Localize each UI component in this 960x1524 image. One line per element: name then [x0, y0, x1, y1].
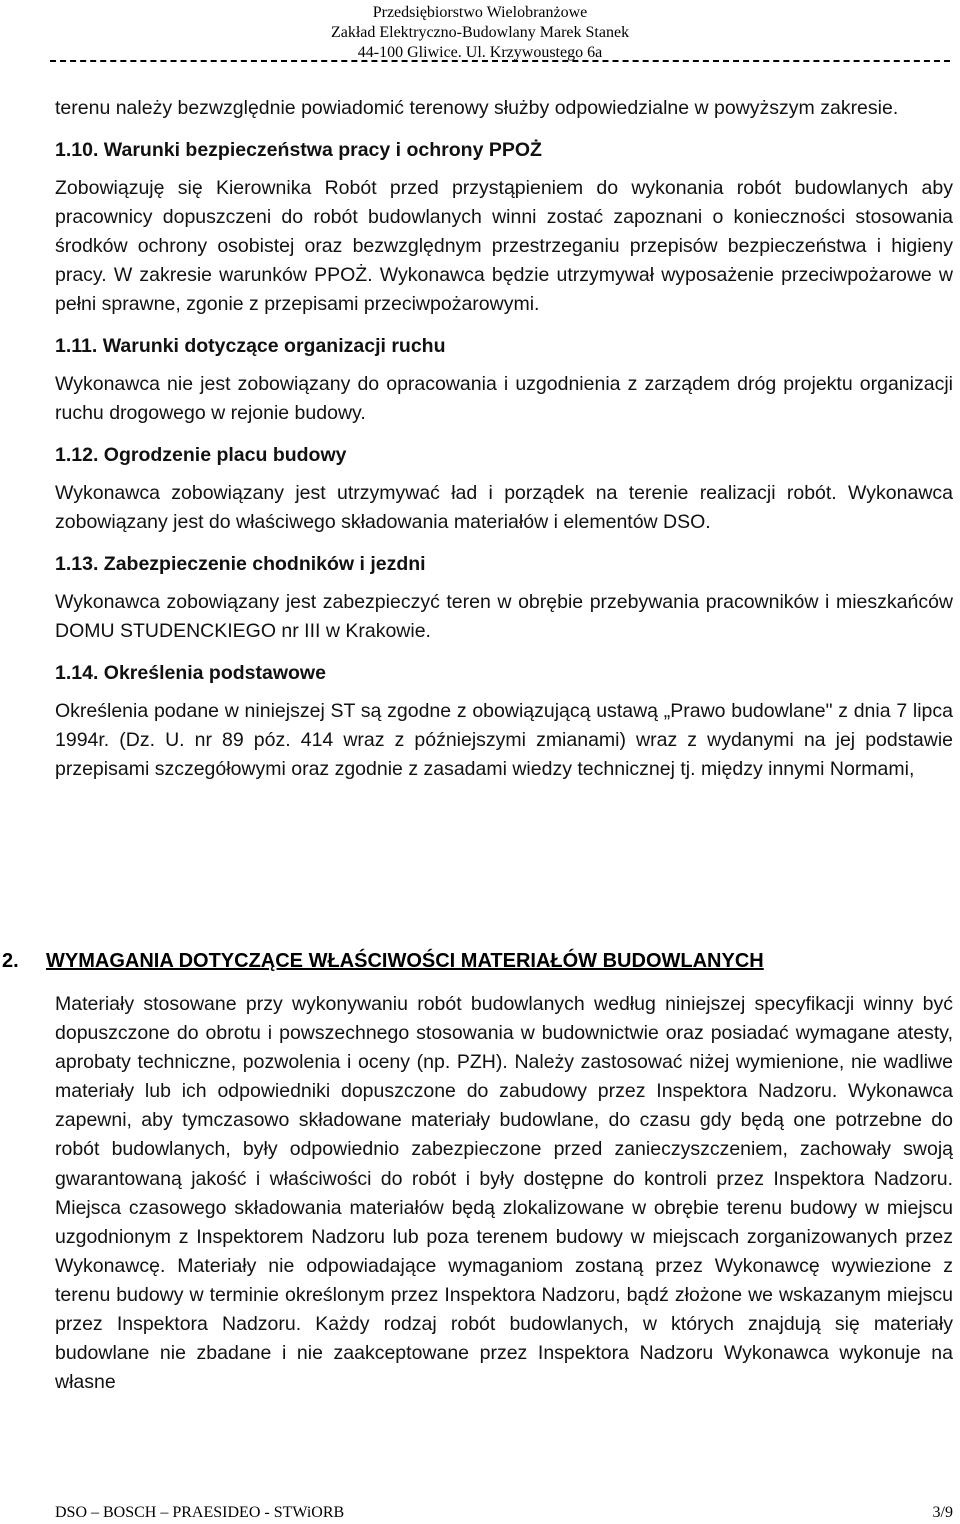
intro-paragraph: terenu należy bezwzględnie powiadomić terenowy służby odpowiedzialne w powyższym zakresie. [55, 97, 899, 119]
page-number: 3/9 [932, 1504, 953, 1521]
section-heading-1-13: 1.13. Zabezpieczenie chodników i jezdni [55, 553, 426, 575]
section-text-1-13: Wykonawca zobowiązany jest zabezpieczyć teren w obrębie przebywania pracowników i mieszkańców DOMU STUDENCKIEGO nr III w Krakowie. [55, 591, 953, 642]
chapter-body [55, 990, 953, 1397]
section-text-1-14: Określenia podane w niniejszej ST są zgodne z obowiązującą ustawą „Prawo budowlane" z dnia 7 lipca 1994r. (Dz. U. nr 89 póz. 414 wraz z późniejszymi zmianami) wraz z wydanymi na jej podstawie przepisami szczegółowymi oraz zgodnie z zasadami wiedzy technicznej tj. między innymi Normami, [55, 700, 953, 780]
section-text-1-11: Wykonawca nie jest zobowiązany do opracowania i uzgodnienia z zarządem dróg projektu organizacji ruchu drogowego w rejonie budowy. [55, 373, 953, 424]
company-name: Przedsiębiorstwo Wielobranżowe [372, 4, 588, 21]
chapter-text: Materiały stosowane przy wykonywaniu robót budowlanych według niniejszej specyfikacji winny być dopuszczone do obrotu i powszechnego stosowania w budownictwie oraz posiadać wymagane atesty, aprobaty techniczne, pozwolenia i oceny (np. PZH). Należy zastosować niżej wymienione, nie wadliwe materiały lub ich odpowiedniki dopuszczone do zabudowy przez Inspektora Nadzoru. Wykonawca zapewni, aby tymczasowo składowane materiały budowlane, do czasu gdy będą one potrzebne do robót budowlanych, były odpowiednio zabezpieczone przed zanieczyszczeniem, zachowały swoją gwarantowaną jakość i właściwości do robót i były dostępne do kontroli przez Inspektora Nadzoru. Miejsca czasowego składowania materiałów będą zlokalizowane w obrębie terenu budowy w miejscu uzgodnionym z Inspektorem Nadzoru lub poza terenem budowy w miejscach zorganizowanych przez Wykonawcę. Materiały nie odpowiadające wymaganiom zostaną przez Wykonawcę wywiezione z terenu budowy w terminie określonym przez Inspektora Nadzoru, bądź złożone we wskazanym miejscu przez Inspektora Nadzoru. Każdy rodzaj robót budowlanych, w których znajdują się materiały budowlane nie zbadane i nie zaakceptowane przez Inspektora Nadzoru Wykonawca wykonuje na własne [55, 993, 953, 1394]
company-address: 44-100 Gliwice. Ul. Krzywoustego 6a [357, 44, 603, 61]
chapter-title: WYMAGANIA DOTYCZĄCE WŁAŚCIWOŚCI MATERIAŁÓW BUDOWLANYCH [46, 950, 764, 972]
section-text-1-12: Wykonawca zobowiązany jest utrzymywać ład i porządek na terenie realizacji robót. Wykonawca zobowiązany jest do właściwego składowania materiałów i elementów DSO. [55, 482, 953, 533]
section-heading-1-10: 1.10. Warunki bezpieczeństwa pracy i ochrony PPOŻ [55, 139, 542, 161]
document-body [55, 94, 953, 784]
header-divider [50, 60, 950, 62]
letterhead [0, 3, 960, 63]
section-text-1-10: Zobowiązuję się Kierownika Robót przed przystąpieniem do wykonania robót budowlanych aby pracownicy dopuszczeni do robót budowlanych winni zostać zapoznani o konieczności stosowania środków ochrony osobistej oraz bezwzględnym przestrzeganiu przepisów bezpieczeństwa i higieny pracy. W zakresie warunków PPOŻ. Wykonawca będzie utrzymywał wyposażenie przeciwpożarowe w pełni sprawne, zgonie z przepisami przeciwpożarowymi. [55, 177, 953, 315]
section-heading-1-12: 1.12. Ogrodzenie placu budowy [55, 444, 347, 466]
section-heading-1-14: 1.14. Określenia podstawowe [55, 662, 326, 684]
section-heading-1-11: 1.11. Warunki dotyczące organizacji ruchu [55, 335, 446, 357]
company-division: Zakład Elektryczno-Budowlany Marek Stanek [330, 24, 630, 41]
footer-document-title: DSO – BOSCH – PRAESIDEO - STWiORB [55, 1504, 345, 1521]
chapter-number: 2. [2, 950, 19, 972]
